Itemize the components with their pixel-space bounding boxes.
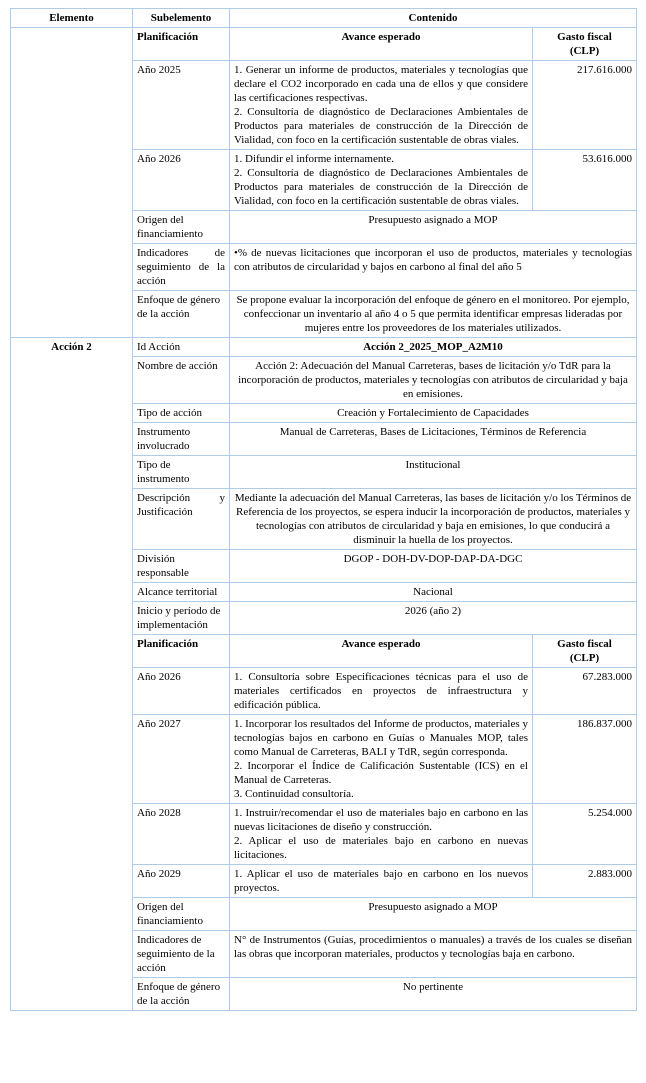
block1-gasto-header: [533, 28, 637, 61]
year-label: Año 2026: [133, 668, 230, 715]
row-label: Enfoque de género de la acción: [133, 978, 230, 1011]
block2-gasto-header: [533, 635, 637, 668]
row-value: Presupuesto asignado a MOP: [230, 211, 637, 244]
avance-cell: [230, 150, 533, 211]
row-label: Instrumento involucrado: [133, 423, 230, 456]
gasto-value: 67.283.000: [533, 668, 637, 715]
row-value: DGOP - DOH-DV-DOP-DAP-DA-DGC: [230, 550, 637, 583]
row-value: N° de Instrumentos (Guías, procedimientos o manuales) a través de los cuales se diseñan las obras que incorporan materiales, productos y tecnologías baja en carbono.: [230, 931, 637, 978]
avance-item: 2. Consultoría de diagnóstico de Declaraciones Ambientales de Productos para materiales de construcción de la Dirección de Vialidad, con foco en la certificación sustentable de obras viales.: [234, 106, 528, 146]
header-elemento: Elemento: [11, 9, 133, 28]
row-label: Inicio y período de implementación: [133, 602, 230, 635]
year-label: Año 2029: [133, 865, 230, 898]
id-accion-value: Acción 2_2025_MOP_A2M10: [230, 338, 637, 357]
year-label: Año 2028: [133, 804, 230, 865]
avance-item: 1. Aplicar el uso de materiales bajo en carbono en los nuevos proyectos.: [234, 868, 528, 894]
row-value: Creación y Fortalecimiento de Capacidades: [230, 404, 637, 423]
avance-cell: [230, 715, 533, 804]
row-label: Tipo de acción: [133, 404, 230, 423]
row-value: Manual de Carreteras, Bases de Licitaciones, Términos de Referencia: [230, 423, 637, 456]
avance-item: 1. Consultoría sobre Especificaciones técnicas para el uso de materiales certificados en proyectos de infraestructura y edificación pública.: [234, 671, 528, 711]
row-value: No pertinente: [230, 978, 637, 1011]
avance-item: 1. Incorporar los resultados del Informe de productos, materiales y tecnologías bajos en carbono en Guías o Manuales MOP, tales como Manual de Carreteras, BALI y TdR, según corresponda.: [234, 718, 528, 758]
row-value: Mediante la adecuación del Manual Carreteras, las bases de licitación y/o los Términos de Referencia de los proyectos, se espera inducir la incorporación de productos, materiales y tecnologías con atributos de circularidad y baja en emisiones, lo que conducirá a disminuir la huella de los proyectos.: [230, 489, 637, 550]
avance-item: 1. Difundir el informe internamente.: [234, 153, 395, 165]
row-label: Indicadores de seguimiento de la acción: [133, 244, 230, 291]
year-label: Año 2025: [133, 61, 230, 150]
gasto-value: 53.616.000: [533, 150, 637, 211]
row-label: Alcance territorial: [133, 583, 230, 602]
row-value: Acción 2: Adecuación del Manual Carreteras, bases de licitación y/o TdR para la incorporación de productos, materiales y tecnologías con atributos de circularidad y baja en emisiones.: [230, 357, 637, 404]
row-label: Enfoque de género de la acción: [133, 291, 230, 338]
row-value: •% de nuevas licitaciones que incorporan el uso de productos, materiales y tecnologías con atributos de circularidad y bajos en carbono al final del año 5: [230, 244, 637, 291]
header-contenido: Contenido: [230, 9, 637, 28]
gasto-value: 5.254.000: [533, 804, 637, 865]
block2-planificacion-label: Planificación: [133, 635, 230, 668]
avance-item: 2. Incorporar el Índice de Calificación Sustentable (ICS) en el Manual de Carreteras.: [234, 760, 528, 786]
avance-item: 2. Aplicar el uso de materiales bajo en carbono en nuevas licitaciones.: [234, 835, 528, 861]
block2-row-id-accion: [11, 338, 637, 357]
avance-cell: [230, 804, 533, 865]
gasto-header-line2: (CLP): [569, 652, 600, 664]
header-subelemento: Subelemento: [133, 9, 230, 28]
block1-avance-header: Avance esperado: [230, 28, 533, 61]
year-label: Año 2027: [133, 715, 230, 804]
row-value: Nacional: [230, 583, 637, 602]
block1-plan-header-row: [11, 28, 637, 61]
row-label: Tipo de instrumento: [133, 456, 230, 489]
avance-item: 1. Instruir/recomendar el uso de materiales bajo en carbono en las nuevas licitaciones de diseño y construcción.: [234, 807, 528, 833]
gasto-value: 186.837.000: [533, 715, 637, 804]
gasto-header-line1: Gasto fiscal: [557, 31, 612, 43]
action-detail-table: [10, 8, 637, 1011]
avance-cell: [230, 61, 533, 150]
row-value: 2026 (año 2): [230, 602, 637, 635]
row-label: Id Acción: [133, 338, 230, 357]
block2-elemento-cell: Acción 2: [11, 338, 133, 1011]
gasto-value: 217.616.000: [533, 61, 637, 150]
row-label: Origen del financiamiento: [133, 211, 230, 244]
year-label: Año 2026: [133, 150, 230, 211]
avance-cell: [230, 865, 533, 898]
block1-elemento-cell: [11, 28, 133, 338]
avance-cell: [230, 668, 533, 715]
avance-item: 1. Generar un informe de productos, materiales y tecnologías que declare el CO2 incorporado en cada una de ellos y que considere las certificaciones respectivas.: [234, 64, 528, 104]
row-label: División responsable: [133, 550, 230, 583]
gasto-header-line1: Gasto fiscal: [557, 638, 612, 650]
row-label: Nombre de acción: [133, 357, 230, 404]
avance-item: 2. Consultoría de diagnóstico de Declaraciones Ambientales de Productos para materiales de construcción de la Dirección de Vialidad, con foco en la certificación sustentable de obras viales.: [234, 167, 528, 207]
block1-planificacion-label: Planificación: [133, 28, 230, 61]
row-label: Descripción y Justificación: [133, 489, 230, 550]
gasto-value: 2.883.000: [533, 865, 637, 898]
gasto-header-line2: (CLP): [569, 45, 600, 57]
table-header-row: [11, 9, 637, 28]
row-value: Institucional: [230, 456, 637, 489]
block2-avance-header: Avance esperado: [230, 635, 533, 668]
row-value: Presupuesto asignado a MOP: [230, 898, 637, 931]
row-value: Se propone evaluar la incorporación del enfoque de género en el monitoreo. Por ejemplo, confeccionar un inventario al año 4 o 5 que permita identificar empresas lideradas por mujeres entre los proveedores de los materiales utilizados.: [230, 291, 637, 338]
avance-item: 3. Continuidad consultoría.: [234, 788, 354, 800]
row-label: Indicadores de seguimiento de la acción: [133, 931, 230, 978]
row-label: Origen del financiamiento: [133, 898, 230, 931]
